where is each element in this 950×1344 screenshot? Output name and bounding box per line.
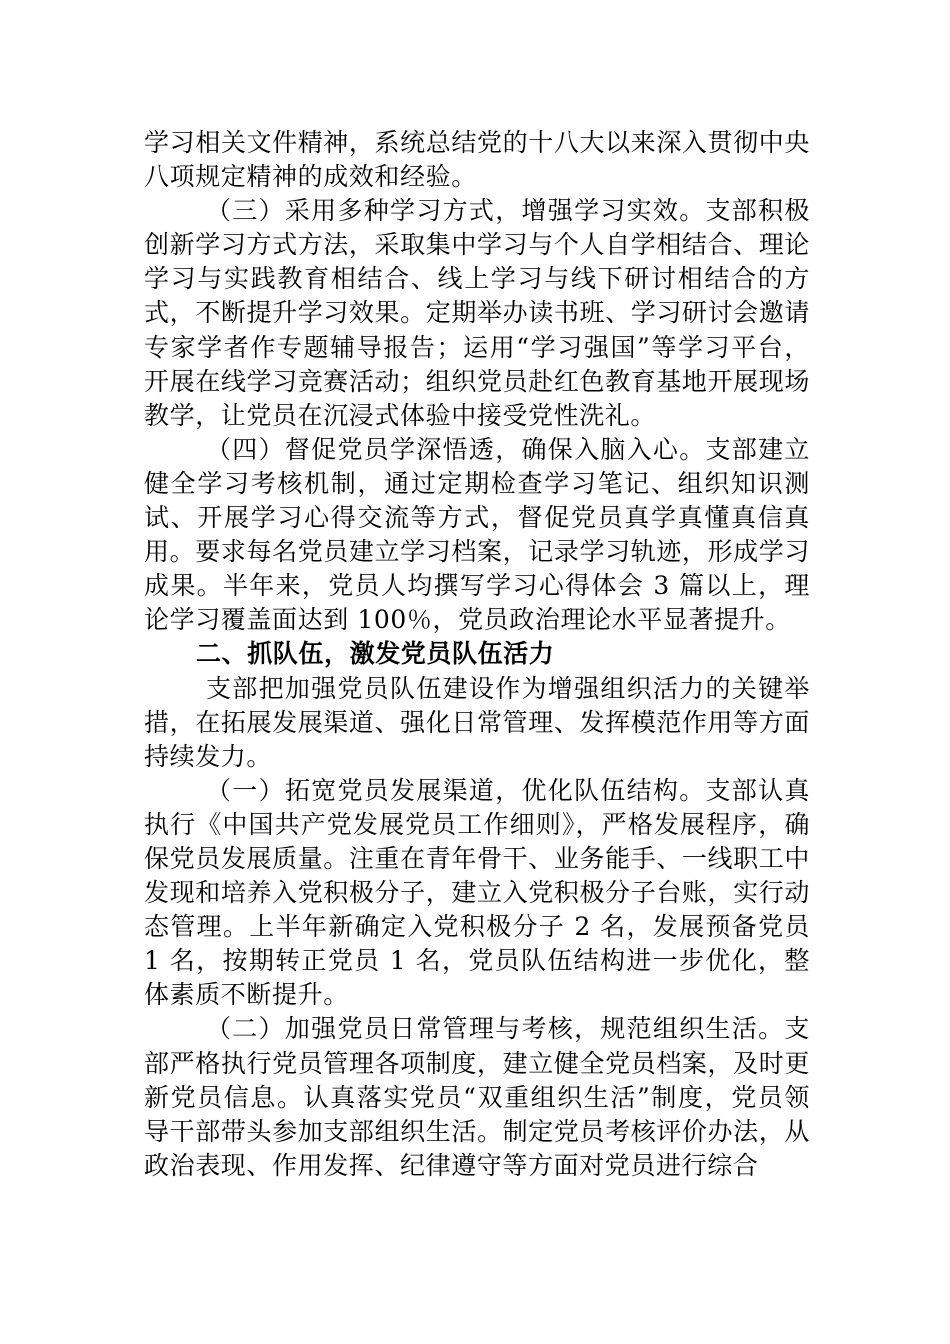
paragraph-member-development: （一）拓宽党员发展渠道，优化队伍结构。支部认真执行《中国共产党发展党员工作细则》，严格发展程序，确保党员发展质量。注重在青年骨干、业务能手、一线职工中发现和培养入党积极分子，建立入党积极分子台账，实行动态管理。上半年新确定入党积极分子 2 名，发展预备党员 1 名，按期转正党员 1 名，党员队伍结构进一步优化，整体素质不断提升。 [144, 775, 810, 1010]
paragraph-team-intro: 支部把加强党员队伍建设作为增强组织活力的关键举措，在拓展发展渠道、强化日常管理、发挥模范作用等方面持续发力。 [144, 673, 810, 771]
paragraph-study-supervision: （四）督促党员学深悟透，确保入脑入心。支部建立健全学习考核机制，通过定期检查学习笔记、组织知识测试、开展学习心得交流等方式，督促党员真学真懂真信真用。要求每名党员建立学习档案，记录学习轨迹，形成学习成果。半年来，党员人均撰写学习心得体会 3 篇以上，理论学习覆盖面达到 100％，党员政治理论水平显著提升。 [144, 434, 810, 635]
section-heading-team: 二、抓队伍，激发党员队伍活力 [196, 639, 555, 669]
paragraph-member-management: （二）加强党员日常管理与考核，规范组织生活。支部严格执行党员管理各项制度，建立健全党员档案，及时更新党员信息。认真落实党员“双重组织生活”制度，党员领导干部带头参加支部组织生活。制定党员考核评价办法，从政治表现、作用发挥、纪律遵守等方面对党员进行综合 [144, 1014, 810, 1180]
document-body [144, 126, 810, 1183]
paragraph-continuation: 学习相关文件精神，系统总结党的十八大以来深入贯彻中央八项规定精神的成效和经验。 [144, 128, 810, 192]
paragraph-study-methods: （三）采用多种学习方式，增强学习实效。支部积极创新学习方式方法，采取集中学习与个人自学相结合、理论学习与实践教育相结合、线上学习与线下研讨相结合的方式，不断提升学习效果。定期举办读书班、学习研讨会邀请专家学者作专题辅导报告；运用“学习强国”等学习平台，开展在线学习竞赛活动；组织党员赴红色教育基地开展现场教学，让党员在沉浸式体验中接受党性洗礼。 [144, 196, 810, 430]
